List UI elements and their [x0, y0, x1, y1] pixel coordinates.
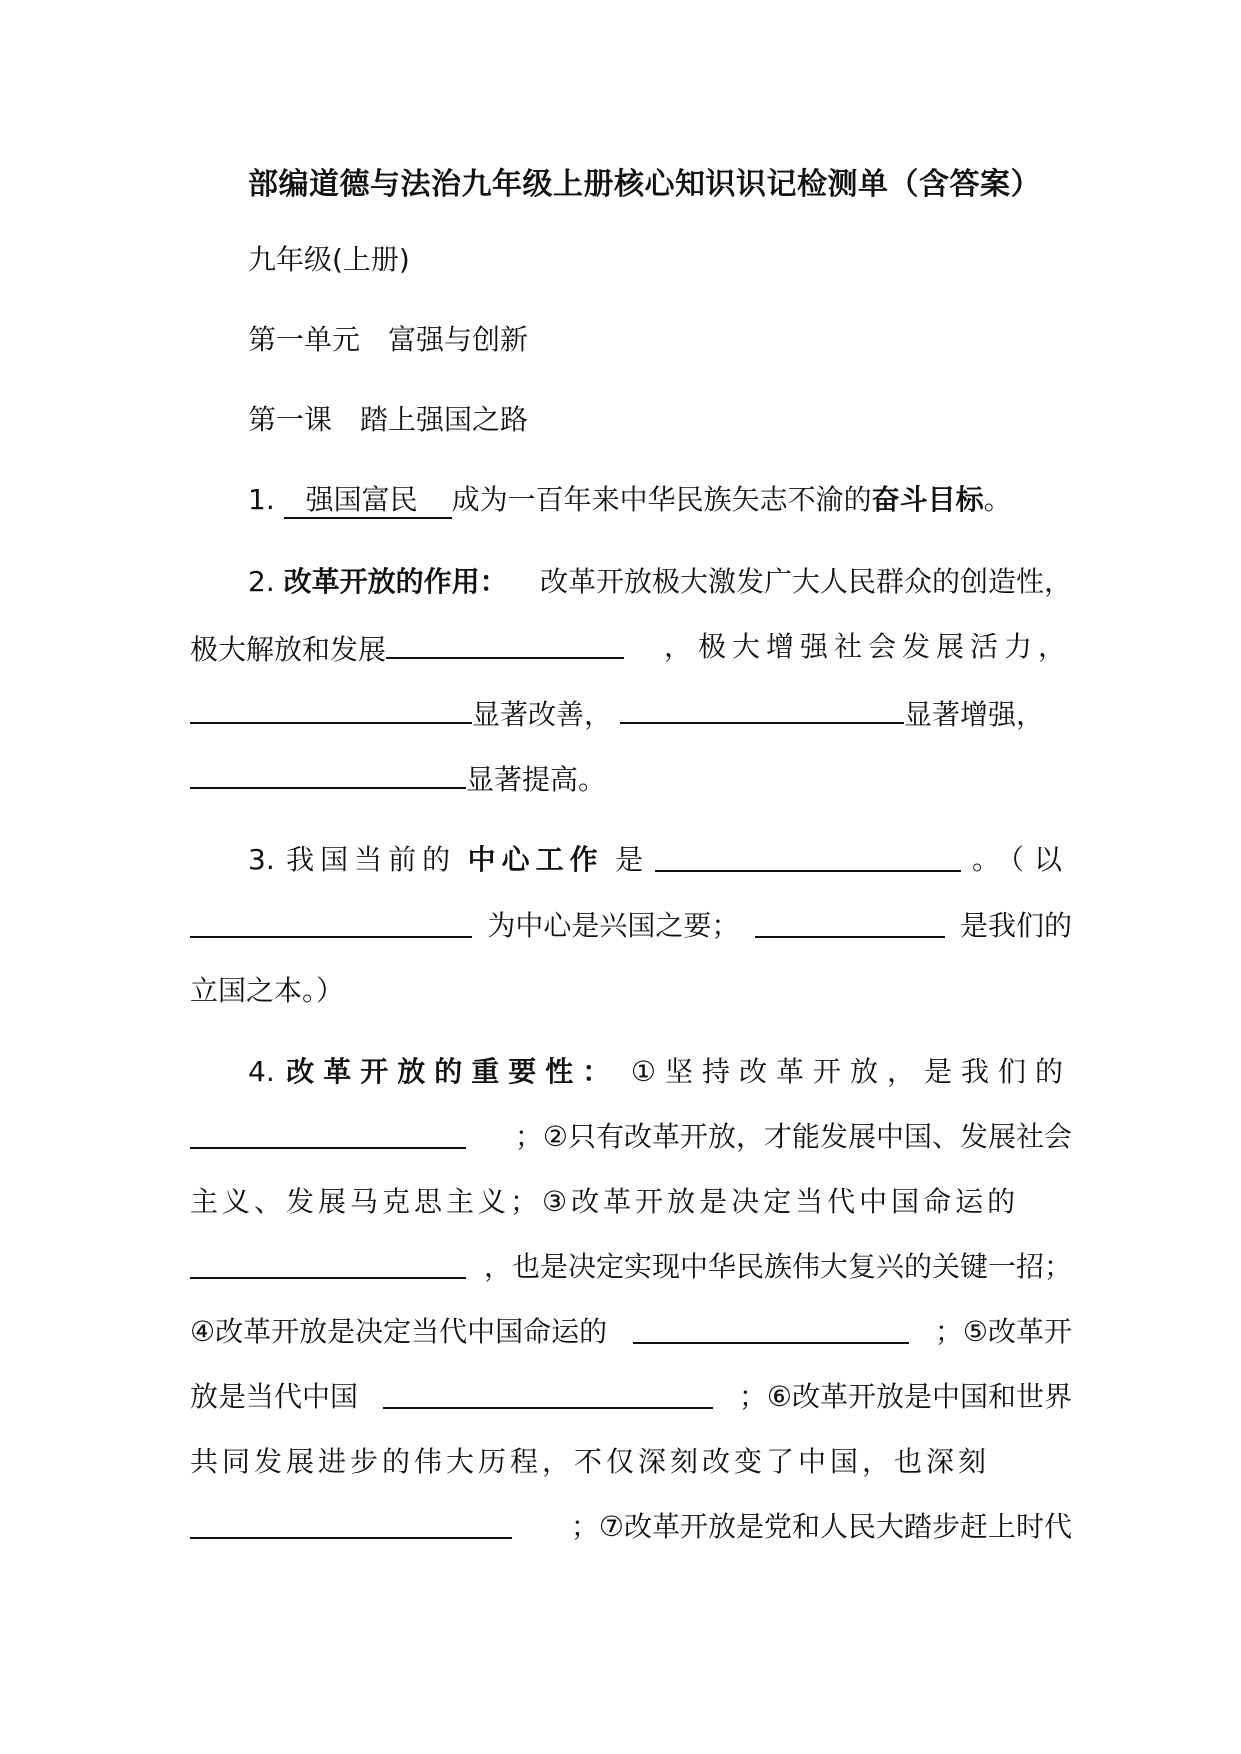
question-4-line-5	[190, 1312, 1072, 1352]
grade-heading: 九年级(上册)	[248, 243, 410, 276]
question-text: 成为一百年来中华民族矢志不渝的	[451, 483, 872, 516]
question-text: 显著增强，	[904, 698, 1045, 731]
answer-blank[interactable]	[190, 906, 472, 938]
question-3-line-3: 立国之本。）	[190, 974, 345, 1007]
question-text: 放是当代中国	[190, 1380, 359, 1413]
lesson-heading: 第一课 踏上强国之路	[248, 403, 529, 436]
question-text: ；⑥改革开放是中国和世界	[738, 1380, 1072, 1413]
question-1	[248, 480, 1012, 520]
answer-blank[interactable]	[190, 692, 472, 724]
question-2-line-4	[190, 757, 606, 800]
question-4-line-6	[190, 1377, 1072, 1417]
unit-heading: 第一单元 富强与创新	[248, 323, 529, 356]
question-4-line-8	[190, 1507, 1072, 1547]
question-text: ①坚持改革开放，是我们的	[630, 1055, 1072, 1088]
answer-blank[interactable]	[190, 757, 466, 789]
question-text: 我国当前的	[286, 843, 457, 876]
key-term: 奋斗目标	[871, 483, 984, 516]
question-text: 为中心是兴国之要；	[487, 909, 740, 942]
question-text: 显著提高。	[466, 763, 607, 796]
question-2-line-3	[190, 692, 1044, 735]
question-4-line-3	[190, 1182, 1072, 1222]
question-4-line-7	[190, 1442, 1072, 1482]
answer-blank[interactable]	[633, 1312, 909, 1344]
question-text: 是	[615, 843, 644, 876]
question-label-colon: ：	[479, 565, 508, 598]
question-number: 1.	[248, 483, 275, 516]
question-text: 是我们的	[959, 909, 1072, 942]
question-text: ，也是决定实现中华民族伟大复兴的关键一招；	[483, 1250, 1072, 1283]
answer-filled: 强国富民	[284, 483, 452, 519]
answer-blank[interactable]	[190, 1117, 466, 1149]
question-text: 改革开放极大激发广大人民群众的创造性，	[539, 565, 1072, 598]
question-4-line-4	[190, 1247, 1072, 1287]
answer-blank[interactable]	[190, 1247, 466, 1279]
question-number: 3.	[248, 843, 275, 876]
question-label: 改革开放的作用	[283, 565, 480, 598]
answer-blank[interactable]	[755, 906, 945, 938]
question-text: ；②只有改革开放，才能发展中国、发展社会	[514, 1120, 1072, 1153]
answer-blank[interactable]	[386, 627, 624, 659]
answer-blank[interactable]	[620, 692, 904, 724]
question-text: ，极大增强社会发展活力，	[663, 630, 1072, 663]
question-text: ；⑤改革开	[934, 1315, 1072, 1348]
answer-blank[interactable]	[190, 1507, 512, 1539]
question-text: 主义、发展马克思主义；③改革开放是决定当代中国命运的	[190, 1185, 1020, 1218]
question-text: 。（以	[971, 843, 1072, 876]
question-2-line-2	[190, 627, 1072, 670]
question-text: 极大解放和发展	[190, 633, 387, 666]
question-4-line-1	[248, 1052, 1072, 1092]
question-text: ④改革开放是决定当代中国命运的	[190, 1315, 608, 1348]
answer-blank[interactable]	[655, 840, 961, 872]
question-text: 共同发展进步的伟大历程，不仅深刻改变了中国，也深刻	[190, 1445, 991, 1478]
question-text: ；⑦改革开放是党和人民大踏步赶上时代	[570, 1510, 1072, 1543]
answer-blank[interactable]	[383, 1377, 713, 1409]
question-3-line-2	[190, 906, 1072, 946]
question-label: 改革开放的重要性：	[286, 1055, 620, 1088]
key-term: 中心工作	[467, 843, 604, 876]
question-number: 4.	[248, 1055, 275, 1088]
document-title: 部编道德与法治九年级上册核心知识识记检测单（含答案）	[248, 167, 1041, 202]
question-text: 。	[983, 483, 1012, 516]
question-3-line-1	[248, 840, 1072, 880]
question-2-line-1	[248, 562, 1072, 602]
question-text: 显著改善，	[472, 698, 613, 731]
question-number: 2.	[248, 565, 275, 598]
question-4-line-2	[190, 1117, 1072, 1157]
